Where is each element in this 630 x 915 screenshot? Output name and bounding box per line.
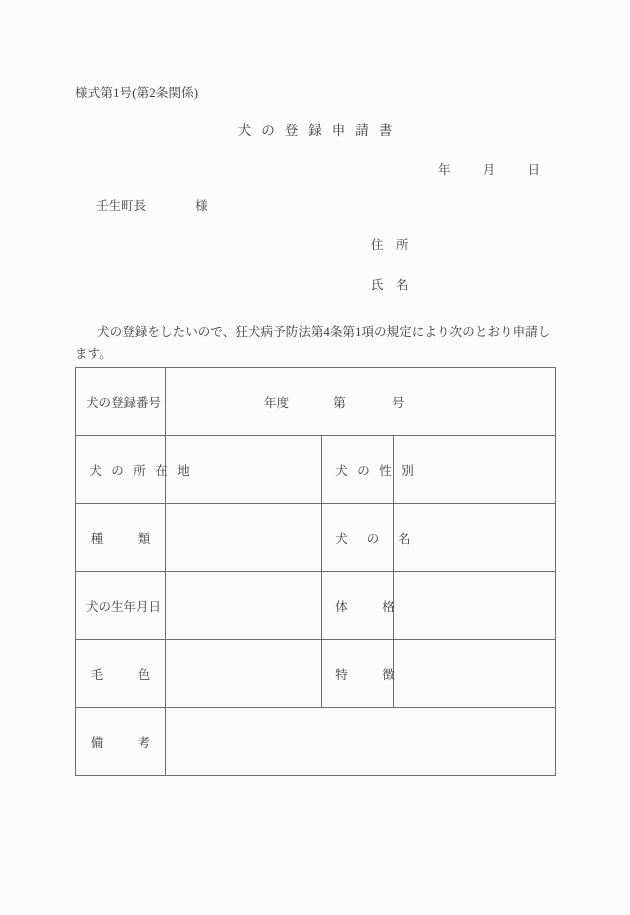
table-row bbox=[76, 572, 556, 640]
label-dog-birthdate: 犬の生年月日 bbox=[76, 572, 166, 640]
label-dog-build: 体 格 bbox=[322, 572, 394, 640]
form-code: 様式第1号(第2条関係) bbox=[75, 86, 199, 100]
value-registration-number[interactable] bbox=[166, 368, 556, 436]
value-dog-birthdate[interactable] bbox=[166, 572, 322, 640]
label-dog-name: 犬 の 名 bbox=[322, 504, 394, 572]
date-day-label: 日 bbox=[527, 163, 541, 177]
value-dog-name[interactable] bbox=[394, 504, 556, 572]
label-dog-features: 特 徴 bbox=[322, 640, 394, 708]
page-title: 犬の登録申請書 bbox=[237, 123, 403, 138]
date-year-label: 年 bbox=[438, 163, 451, 177]
label-dog-sex: 犬 の 性 別 bbox=[322, 436, 394, 504]
addressee-honorific: 様 bbox=[195, 199, 208, 213]
label-remarks: 備 考 bbox=[76, 708, 166, 776]
table-row bbox=[76, 504, 556, 572]
applicant-address-label: 住 所 bbox=[371, 238, 409, 252]
addressee-line bbox=[96, 196, 208, 214]
value-dog-sex[interactable] bbox=[394, 436, 556, 504]
date-line bbox=[438, 160, 540, 178]
table-row-registration-number bbox=[76, 368, 556, 436]
value-remarks[interactable] bbox=[166, 708, 556, 776]
registration-form-table bbox=[75, 367, 556, 776]
table-row-remarks bbox=[76, 708, 556, 776]
label-registration-number: 犬の登録番号 bbox=[76, 368, 166, 436]
applicant-name-label: 氏 名 bbox=[371, 278, 409, 292]
value-dog-build[interactable] bbox=[394, 572, 556, 640]
registration-fiscal-year-label: 年度 bbox=[264, 395, 290, 410]
registration-number-prefix: 第 bbox=[333, 395, 346, 410]
value-dog-coat-color[interactable] bbox=[166, 640, 322, 708]
value-dog-features[interactable] bbox=[394, 640, 556, 708]
date-month-label: 月 bbox=[482, 163, 496, 177]
registration-number-suffix: 号 bbox=[392, 395, 405, 410]
body-paragraph: 犬の登録をしたいので、狂犬病予防法第4条第1項の規定により次のとおり申請します。 bbox=[75, 325, 551, 361]
addressee-recipient: 壬生町長 bbox=[96, 199, 147, 213]
value-dog-breed[interactable] bbox=[166, 504, 322, 572]
label-dog-coat-color: 毛 色 bbox=[76, 640, 166, 708]
applicant-block bbox=[371, 235, 409, 293]
table-row bbox=[76, 436, 556, 504]
label-dog-breed: 種 類 bbox=[76, 504, 166, 572]
label-dog-location: 犬 の 所 在 地 bbox=[76, 436, 166, 504]
table-row bbox=[76, 640, 556, 708]
